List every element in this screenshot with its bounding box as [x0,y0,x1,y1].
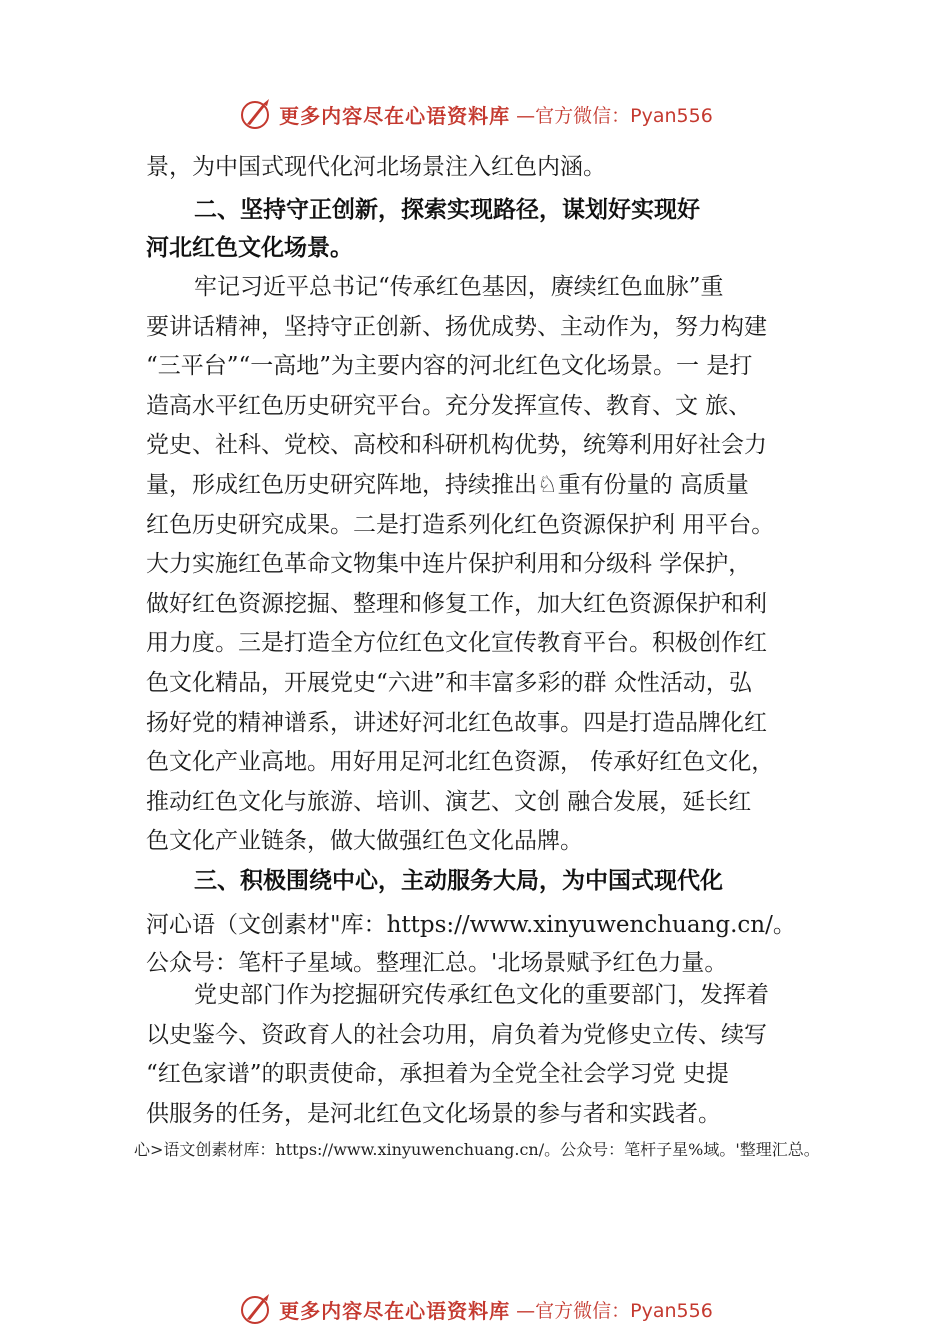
paragraph-line: 以史鉴今、资政育人的社会功用，肩负着为党修史立传、续写 [146,1021,767,1048]
banner-main-text: 更多内容尽在心语资料库 [279,1298,511,1323]
paragraph-line: 党史部门作为挖掘研究传承红色文化的重要部门，发挥着 [194,982,769,1008]
heading-2-line-1: 二、坚持守正创新，探索实现路径，谋划好实现好 [194,197,700,223]
paragraph-line: 红色历史研究成果。二是打造系列化红色资源保护利 用平台。 [146,511,775,538]
paragraph-3 [146,976,846,1134]
footer-banner [0,1289,950,1329]
quill-logo-icon [237,1291,273,1327]
paragraph-line: 大力实施红色革命文物集中连片保护利用和分级科 学保护， [146,551,752,578]
watermark-line: 公众号：笔杆子星域。整理汇总。'北场景赋予红色力量。 [146,950,728,976]
paragraph-2 [146,268,846,862]
banner-wechat-text: —官方微信：Pyan556 [516,1299,713,1322]
intro-line: 景，为中国式现代化河北场景注入红色内涵。 [146,154,606,180]
quill-logo-icon [237,96,273,132]
paragraph-line: 色文化产业高地。用好用足河北红色资源， 传承好红色文化， [146,749,775,776]
heading-2-line-2: 河北红色文化场景。 [146,235,353,261]
watermark-line: 河心语（文创素材"库：https://www.xinyuwenchuang.cn/。 [146,912,796,938]
small-watermark-note: 心>语文创素材库：https://www.xinyuwenchuang.cn/。公众号：笔杆子星%域。'整理汇总。 [134,1140,820,1159]
paragraph-line: 要讲话精神，坚持守正创新、扬优成势、主动作为，努力构建 [146,313,767,340]
section-heading-2 [146,191,846,267]
paragraph-line: “红色家谱”的职责使命，承担着为全党全社会学习党 史提 [146,1061,729,1088]
paragraph-line: 做好红色资源挖掘、整理和修复工作，加大红色资源保护和利 [146,590,767,617]
paragraph-line: 推动红色文化与旅游、培训、演艺、文创 融合发展，延长红 [146,788,752,815]
paragraph-line: 造高水平红色历史研究平台。充分发挥宣传、教育、文 旅、 [146,392,752,419]
header-banner [0,94,950,134]
banner-wechat-text: —官方微信：Pyan556 [516,104,713,127]
paragraph-line: 色文化精品，开展党史“六进”和丰富多彩的群 众性活动，弘 [146,669,752,696]
banner-main-text: 更多内容尽在心语资料库 [279,103,511,128]
paragraph-line: 色文化产业链条，做大做强红色文化品牌。 [146,828,583,855]
paragraph-line: 扬好党的精神谱系，讲述好河北红色故事。四是打造品牌化红 [146,709,767,736]
paragraph-line: “三平台”“一高地”为主要内容的河北红色文化场景。一 是打 [146,353,753,380]
section-heading-3: 三、积极围绕中心，主动服务大局，为中国式现代化 [194,868,723,894]
paragraph-line: 牢记习近平总书记“传承红色基因，赓续红色血脉”重 [194,274,724,300]
paragraph-line: 党史、社科、党校、高校和科研机构优势，统筹利用好社会力 [146,432,767,459]
watermark-text-block [146,906,846,982]
paragraph-line: 供服务的任务，是河北红色文化场景的参与者和实践者。 [146,1100,721,1127]
paragraph-line: 量，形成红色历史研究阵地，持续推出♘重有份量的 高质量 [146,471,749,498]
paragraph-line: 用力度。三是打造全方位红色文化宣传教育平台。积极创作红 [146,630,767,657]
